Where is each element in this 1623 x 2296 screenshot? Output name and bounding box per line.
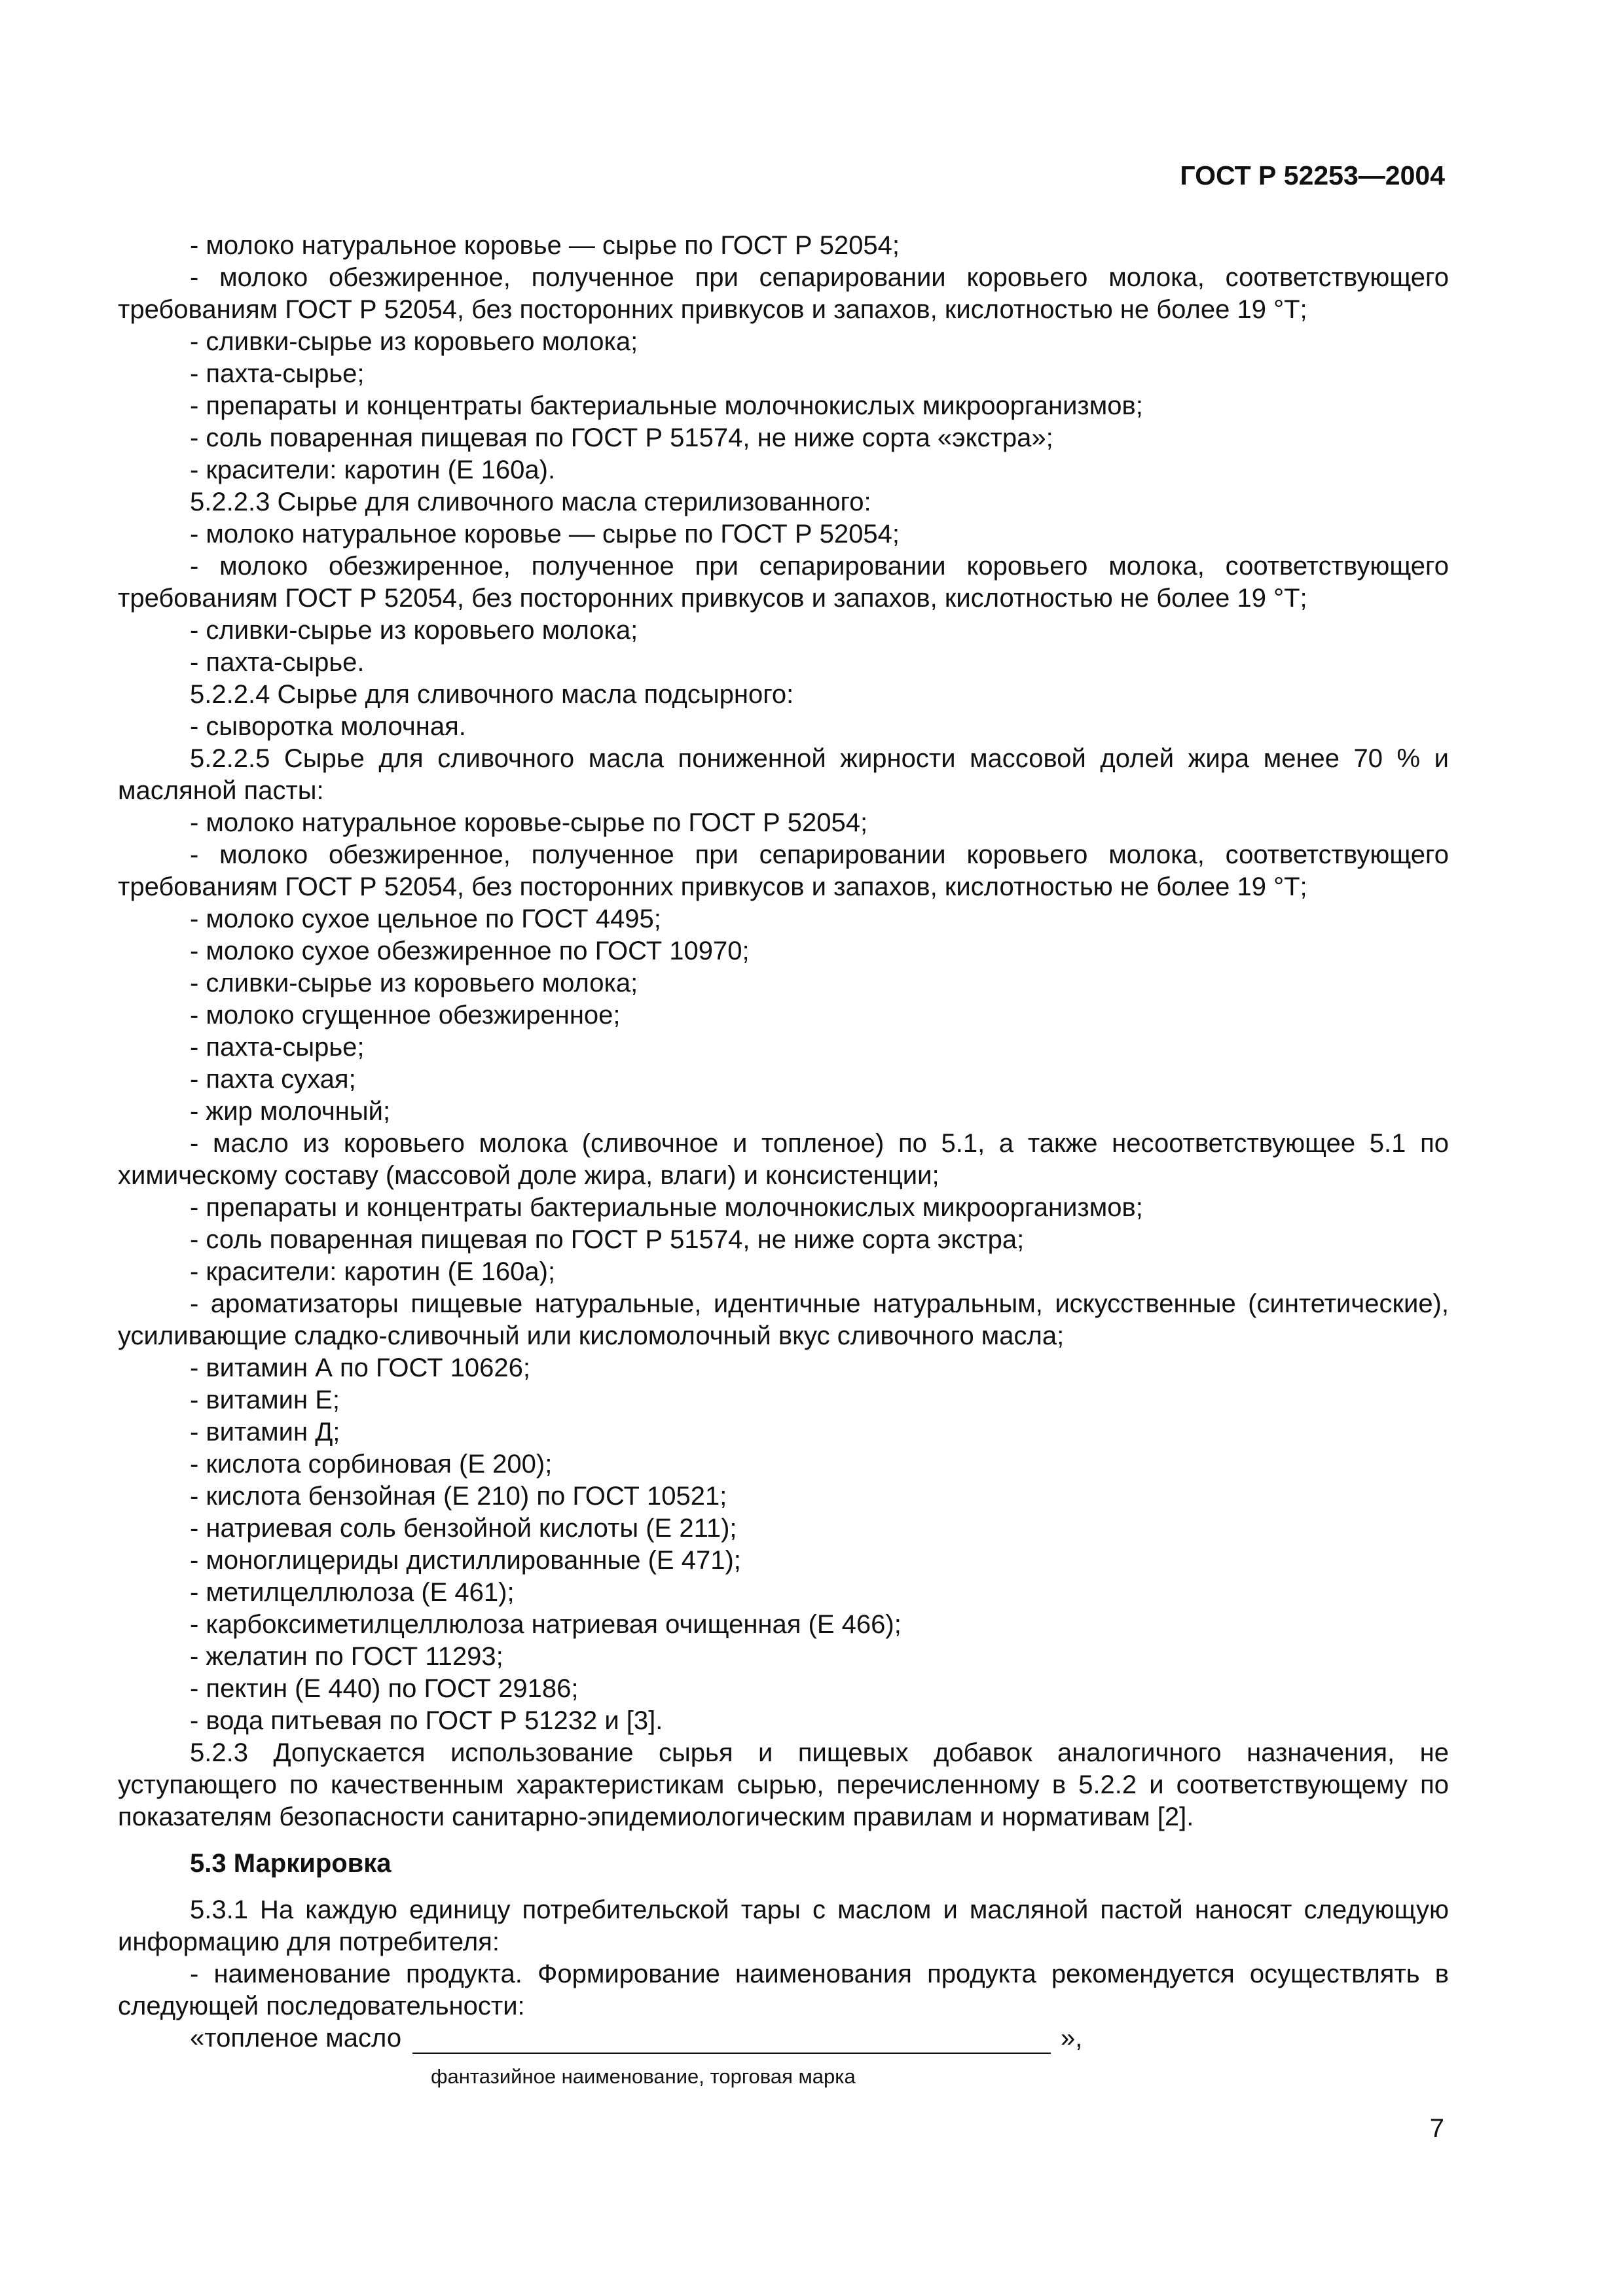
- list-item: - кислота бензойная (Е 210) по ГОСТ 10521;: [190, 1482, 727, 1511]
- list-item: - карбоксиметилцеллюлоза натриевая очищенная (Е 466);: [190, 1610, 902, 1639]
- list-item: - наименование продукта. Формирование наименования продукта рекомендуется осуществлять в следующей последовательности:: [118, 1960, 1449, 2020]
- list-item: - молоко обезжиренное, полученное при сепарировании коровьего молока, соответствующего требованиям ГОСТ Р 52054, без посторонних привкусов и запахов, кислотностью не более 19 °Т;: [118, 263, 1449, 324]
- list-item: - масло из коровьего молока (сливочное и топленое) по 5.1, а также несоответствующее 5.1 по химическому составу (массовой доле жира, влаги) и консистенции;: [118, 1129, 1449, 1190]
- clause-5-2-2-4: 5.2.2.4 Сырье для сливочного масла подсырного:: [190, 680, 794, 709]
- list-item: - красители: каротин (Е 160а);: [190, 1257, 556, 1286]
- list-item: - молоко сгущенное обезжиренное;: [190, 1001, 621, 1030]
- list-item: - вода питьевая по ГОСТ Р 51232 и [3].: [190, 1706, 663, 1735]
- list-item: - пахта-сырье.: [190, 648, 365, 677]
- list-item: - витамин Д;: [190, 1418, 340, 1446]
- fill-prefix: «топленое масло: [190, 2024, 402, 2053]
- list-item: - витамин А по ГОСТ 10626;: [190, 1354, 530, 1382]
- clause-5-3-1: 5.3.1 На каждую единицу потребительской тары с маслом и масляной пастой наносят следующую информацию для потребителя:: [118, 1895, 1449, 1956]
- list-item: - натриевая соль бензойной кислоты (Е 211);: [190, 1514, 737, 1543]
- list-item: - соль поваренная пищевая по ГОСТ Р 51574, не ниже сорта экстра;: [190, 1225, 1025, 1254]
- page-number: 7: [1429, 2114, 1444, 2143]
- section-heading: 5.3 Маркировка: [190, 1849, 392, 1878]
- list-item: - витамин Е;: [190, 1386, 340, 1414]
- list-item: - моноглицериды дистиллированные (Е 471);: [190, 1546, 741, 1575]
- document-code-header: ГОСТ Р 52253—2004: [1180, 160, 1445, 190]
- list-item: - метилцеллюлоза (Е 461);: [190, 1578, 515, 1607]
- list-item: - пахта-сырье;: [190, 359, 365, 388]
- list-item: - пахта-сырье;: [190, 1033, 365, 1062]
- blank-underline: [412, 2053, 1051, 2054]
- list-item: - сливки-сырье из коровьего молока;: [190, 969, 638, 997]
- list-item: - ароматизаторы пищевые натуральные, идентичные натуральным, искусственные (синтетические), усиливающие сладко-сливочный или кисломолочный вкус сливочного масла;: [118, 1289, 1449, 1350]
- document-body: [118, 230, 1449, 2054]
- list-item: - пахта сухая;: [190, 1065, 356, 1094]
- clause-5-2-2-5: 5.2.2.5 Сырье для сливочного масла пониженной жирности массовой долей жира менее 70 % и масляной пасты:: [118, 744, 1449, 805]
- list-item: - молоко натуральное коровье — сырье по ГОСТ Р 52054;: [190, 231, 900, 260]
- list-item: - сливки-сырье из коровьего молока;: [190, 327, 638, 356]
- list-item: - желатин по ГОСТ 11293;: [190, 1642, 503, 1671]
- clause-5-2-2-3: 5.2.2.3 Сырье для сливочного масла стерилизованного:: [190, 488, 871, 516]
- list-item: - молоко сухое цельное по ГОСТ 4495;: [190, 905, 661, 933]
- list-item: - молоко обезжиренное, полученное при сепарировании коровьего молока, соответствующего требованиям ГОСТ Р 52054, без посторонних привкусов и запахов, кислотностью не более 19 °Т;: [118, 840, 1449, 901]
- list-item: - молоко натуральное коровье-сырье по ГОСТ Р 52054;: [190, 808, 868, 837]
- list-item: - сыворотка молочная.: [190, 712, 466, 741]
- fill-suffix: »,: [1061, 2024, 1083, 2053]
- list-item: - препараты и концентраты бактериальные молочнокислых микроорганизмов;: [190, 1193, 1143, 1222]
- list-item: - молоко натуральное коровье — сырье по ГОСТ Р 52054;: [190, 520, 900, 548]
- list-item: - жир молочный;: [190, 1097, 391, 1126]
- list-item: - молоко сухое обезжиренное по ГОСТ 10970;: [190, 937, 750, 965]
- clause-5-2-3: 5.2.3 Допускается использование сырья и пищевых добавок аналогичного назначения, не уступающего по качественным характеристикам сырью, перечисленному в 5.2.2 и соответствующему по показателям безопасности санитарно-эпидемиологическим правилам и нормативам [2].: [118, 1738, 1449, 1831]
- product-name-template: [118, 2022, 1449, 2054]
- list-item: - молоко обезжиренное, полученное при сепарировании коровьего молока, соответствующего требованиям ГОСТ Р 52054, без посторонних привкусов и запахов, кислотностью не более 19 °Т;: [118, 552, 1449, 613]
- list-item: - пектин (Е 440) по ГОСТ 29186;: [190, 1674, 579, 1703]
- underline-caption: фантазийное наименование, торговая марка: [431, 2065, 856, 2088]
- list-item: - соль поваренная пищевая по ГОСТ Р 51574, не ниже сорта «экстра»;: [190, 423, 1053, 452]
- list-item: - сливки-сырье из коровьего молока;: [190, 616, 638, 645]
- list-item: - кислота сорбиновая (Е 200);: [190, 1450, 553, 1479]
- list-item: - красители: каротин (Е 160а).: [190, 456, 556, 484]
- list-item: - препараты и концентраты бактериальные молочнокислых микроорганизмов;: [190, 391, 1143, 420]
